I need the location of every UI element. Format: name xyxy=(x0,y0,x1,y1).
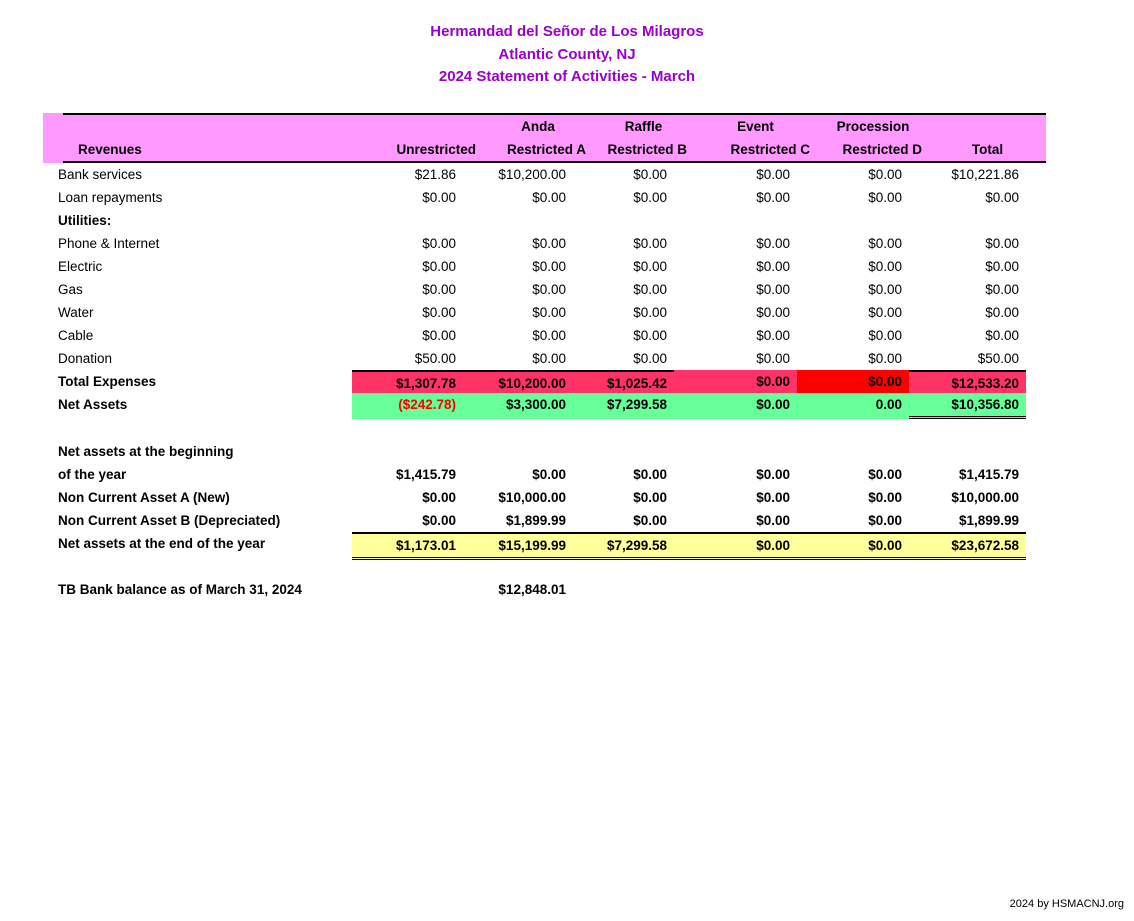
cell-value: $10,000.00 xyxy=(951,490,1019,505)
cell-value: $0.00 xyxy=(633,282,667,297)
cell-value: $0.00 xyxy=(868,490,902,505)
report-title-location: Atlantic County, NJ xyxy=(498,45,636,63)
row-gas xyxy=(43,278,1046,301)
column-header-restricted-b: Restricted B xyxy=(607,142,687,157)
row-tb-bank-balance xyxy=(43,578,1046,601)
cell-value-total: $23,672.58 xyxy=(909,532,1026,560)
cell-value: $0.00 xyxy=(532,305,566,320)
cell-value: $0.00 xyxy=(633,305,667,320)
footer-credit: 2024 by HSMACNJ.org xyxy=(1009,898,1124,910)
bank-balance-label: TB Bank balance as of March 31, 2024 xyxy=(58,582,302,597)
row-water xyxy=(43,301,1046,324)
row-label: Cable xyxy=(58,328,94,343)
column-header-procession: Procession xyxy=(836,119,910,134)
cell-value: $0.00 xyxy=(756,351,790,366)
cell-value: $0.00 xyxy=(532,190,566,205)
row-label: Utilities: xyxy=(58,213,112,228)
cell-value: $0.00 xyxy=(756,259,790,274)
table-header-top-row xyxy=(63,115,1046,138)
row-label: Non Current Asset A (New) xyxy=(58,490,230,505)
bank-balance-value: $12,848.01 xyxy=(498,582,566,597)
cell-value: $10,221.86 xyxy=(951,167,1019,182)
column-header-unrestricted: Unrestricted xyxy=(396,142,476,157)
cell-value: $0.00 xyxy=(422,490,456,505)
row-label: Electric xyxy=(58,259,103,274)
cell-value: $0.00 xyxy=(985,259,1019,274)
cell-value: $0.00 xyxy=(633,490,667,505)
cell-value: $10,200.00 xyxy=(463,370,573,396)
column-header-raffle: Raffle xyxy=(624,119,663,134)
report-title-period: 2024 Statement of Activities - March xyxy=(438,68,696,85)
cell-value: $0.00 xyxy=(756,328,790,343)
cell-value: $0.00 xyxy=(868,467,902,482)
section-gap xyxy=(43,416,1046,440)
row-label: Net Assets xyxy=(58,397,128,412)
row-electric xyxy=(43,255,1046,278)
cell-value-total: $10,356.80 xyxy=(909,393,1026,419)
table-header-bottom-row xyxy=(63,138,1046,161)
row-non-current-asset-a xyxy=(43,486,1046,509)
cell-value: $0.00 xyxy=(674,532,797,560)
cell-value: $0.00 xyxy=(633,467,667,482)
cell-value: $0.00 xyxy=(422,305,456,320)
cell-value: $50.00 xyxy=(414,351,456,366)
cell-value: $1,415.79 xyxy=(958,467,1019,482)
column-header-anda: Anda xyxy=(521,119,555,134)
cell-value: $3,300.00 xyxy=(463,393,573,419)
cell-value: $0.00 xyxy=(756,167,790,182)
cell-value: $0.00 xyxy=(756,282,790,297)
cell-value: $0.00 xyxy=(756,305,790,320)
row-cable xyxy=(43,324,1046,347)
cell-value: $0.00 xyxy=(756,190,790,205)
row-net-assets xyxy=(43,393,1046,416)
row-bank-services xyxy=(43,163,1046,186)
cell-value: $1,307.78 xyxy=(352,370,463,396)
net-assets-summary xyxy=(43,440,1046,555)
cell-value: $0.00 xyxy=(868,236,902,251)
row-label: Gas xyxy=(58,282,83,297)
cell-value-total: $12,533.20 xyxy=(909,370,1026,396)
cell-value: $15,199.99 xyxy=(463,532,573,560)
cell-value: $0.00 xyxy=(422,190,456,205)
cell-value: $0.00 xyxy=(422,259,456,274)
report-title-block xyxy=(0,21,1134,89)
cell-value: $0.00 xyxy=(532,467,566,482)
cell-value: $0.00 xyxy=(633,167,667,182)
header-spacer xyxy=(63,115,372,138)
cell-value-red: $0.00 xyxy=(797,370,909,396)
row-non-current-asset-b xyxy=(43,509,1046,532)
cell-value: $0.00 xyxy=(868,167,902,182)
row-label: Net assets at the beginning xyxy=(58,444,234,459)
statement-table xyxy=(43,113,1046,601)
row-label: of the year xyxy=(58,467,127,482)
row-label: Net assets at the end of the year xyxy=(58,536,266,551)
cell-value: $0.00 xyxy=(422,513,456,528)
cell-value: $1,899.99 xyxy=(505,513,566,528)
cell-value: $0.00 xyxy=(985,236,1019,251)
cell-value: $0.00 xyxy=(797,532,909,560)
column-header-total: Total xyxy=(971,142,1004,157)
cell-value: $0.00 xyxy=(633,236,667,251)
cell-value: $7,299.58 xyxy=(573,393,674,419)
cell-value: $0.00 xyxy=(532,259,566,274)
cell-value: $0.00 xyxy=(532,328,566,343)
cell-value: $0.00 xyxy=(422,282,456,297)
column-header-revenues: Revenues xyxy=(78,142,142,157)
cell-value: $0.00 xyxy=(633,328,667,343)
cell-value: $21.86 xyxy=(414,167,456,182)
cell-value: $0.00 xyxy=(633,351,667,366)
cell-value: $0.00 xyxy=(674,370,797,396)
cell-value: $50.00 xyxy=(977,351,1019,366)
column-header-total-top xyxy=(929,115,1046,138)
cell-value: $0.00 xyxy=(985,328,1019,343)
row-label: Phone & Internet xyxy=(58,236,160,251)
cell-value: $0.00 xyxy=(756,513,790,528)
column-header-event: Event xyxy=(737,119,774,134)
cell-value: $0.00 xyxy=(868,305,902,320)
cell-value: $0.00 xyxy=(674,393,797,419)
row-loan-repayments xyxy=(43,186,1046,209)
row-of-the-year xyxy=(43,463,1046,486)
cell-value: $0.00 xyxy=(633,190,667,205)
cell-value-negative: ($242.78) xyxy=(352,393,463,419)
cell-value: $1,173.01 xyxy=(352,532,463,560)
cell-value: $0.00 xyxy=(868,259,902,274)
row-net-assets-end-of-year xyxy=(43,532,1046,555)
cell-value: $0.00 xyxy=(633,513,667,528)
column-header-restricted-c: Restricted C xyxy=(730,142,810,157)
cell-value: $0.00 xyxy=(868,190,902,205)
cell-value: $0.00 xyxy=(633,259,667,274)
cell-value: $0.00 xyxy=(756,467,790,482)
cell-value: $0.00 xyxy=(985,190,1019,205)
cell-value: $0.00 xyxy=(422,328,456,343)
row-phone-internet xyxy=(43,232,1046,255)
cell-value: $0.00 xyxy=(868,351,902,366)
row-label: Water xyxy=(58,305,94,320)
cell-value: $0.00 xyxy=(422,236,456,251)
cell-value: $0.00 xyxy=(532,236,566,251)
cell-value: $0.00 xyxy=(868,282,902,297)
cell-value: $0.00 xyxy=(868,513,902,528)
row-label: Loan repayments xyxy=(58,190,163,205)
cell-value: $1,025.42 xyxy=(573,370,674,396)
cell-value: $10,200.00 xyxy=(498,167,566,182)
cell-value: $0.00 xyxy=(532,351,566,366)
column-header-unrestricted-top xyxy=(372,115,483,138)
row-total-expenses xyxy=(43,370,1046,393)
cell-value: $0.00 xyxy=(868,328,902,343)
cell-value: 0.00 xyxy=(797,393,909,419)
cell-value: $7,299.58 xyxy=(573,532,674,560)
column-header-restricted-a: Restricted A xyxy=(506,142,586,157)
row-label: Total Expenses xyxy=(58,374,157,389)
row-label: Bank services xyxy=(58,167,143,182)
cell-value: $0.00 xyxy=(756,236,790,251)
cell-value: $1,415.79 xyxy=(395,467,456,482)
cell-value: $0.00 xyxy=(985,305,1019,320)
cell-value: $0.00 xyxy=(532,282,566,297)
row-donation xyxy=(43,347,1046,370)
table-header xyxy=(43,113,1046,163)
cell-value: $0.00 xyxy=(985,282,1019,297)
cell-value: $0.00 xyxy=(756,490,790,505)
cell-value: $1,899.99 xyxy=(958,513,1019,528)
cell-value: $10,000.00 xyxy=(498,490,566,505)
row-net-assets-beginning xyxy=(43,440,1046,463)
row-utilities-heading xyxy=(43,209,1046,232)
row-label: Non Current Asset B (Depreciated) xyxy=(58,513,281,528)
row-label: Donation xyxy=(58,351,113,366)
report-title-org: Hermandad del Señor de Los Milagros xyxy=(430,23,704,40)
column-header-restricted-d: Restricted D xyxy=(842,142,922,157)
